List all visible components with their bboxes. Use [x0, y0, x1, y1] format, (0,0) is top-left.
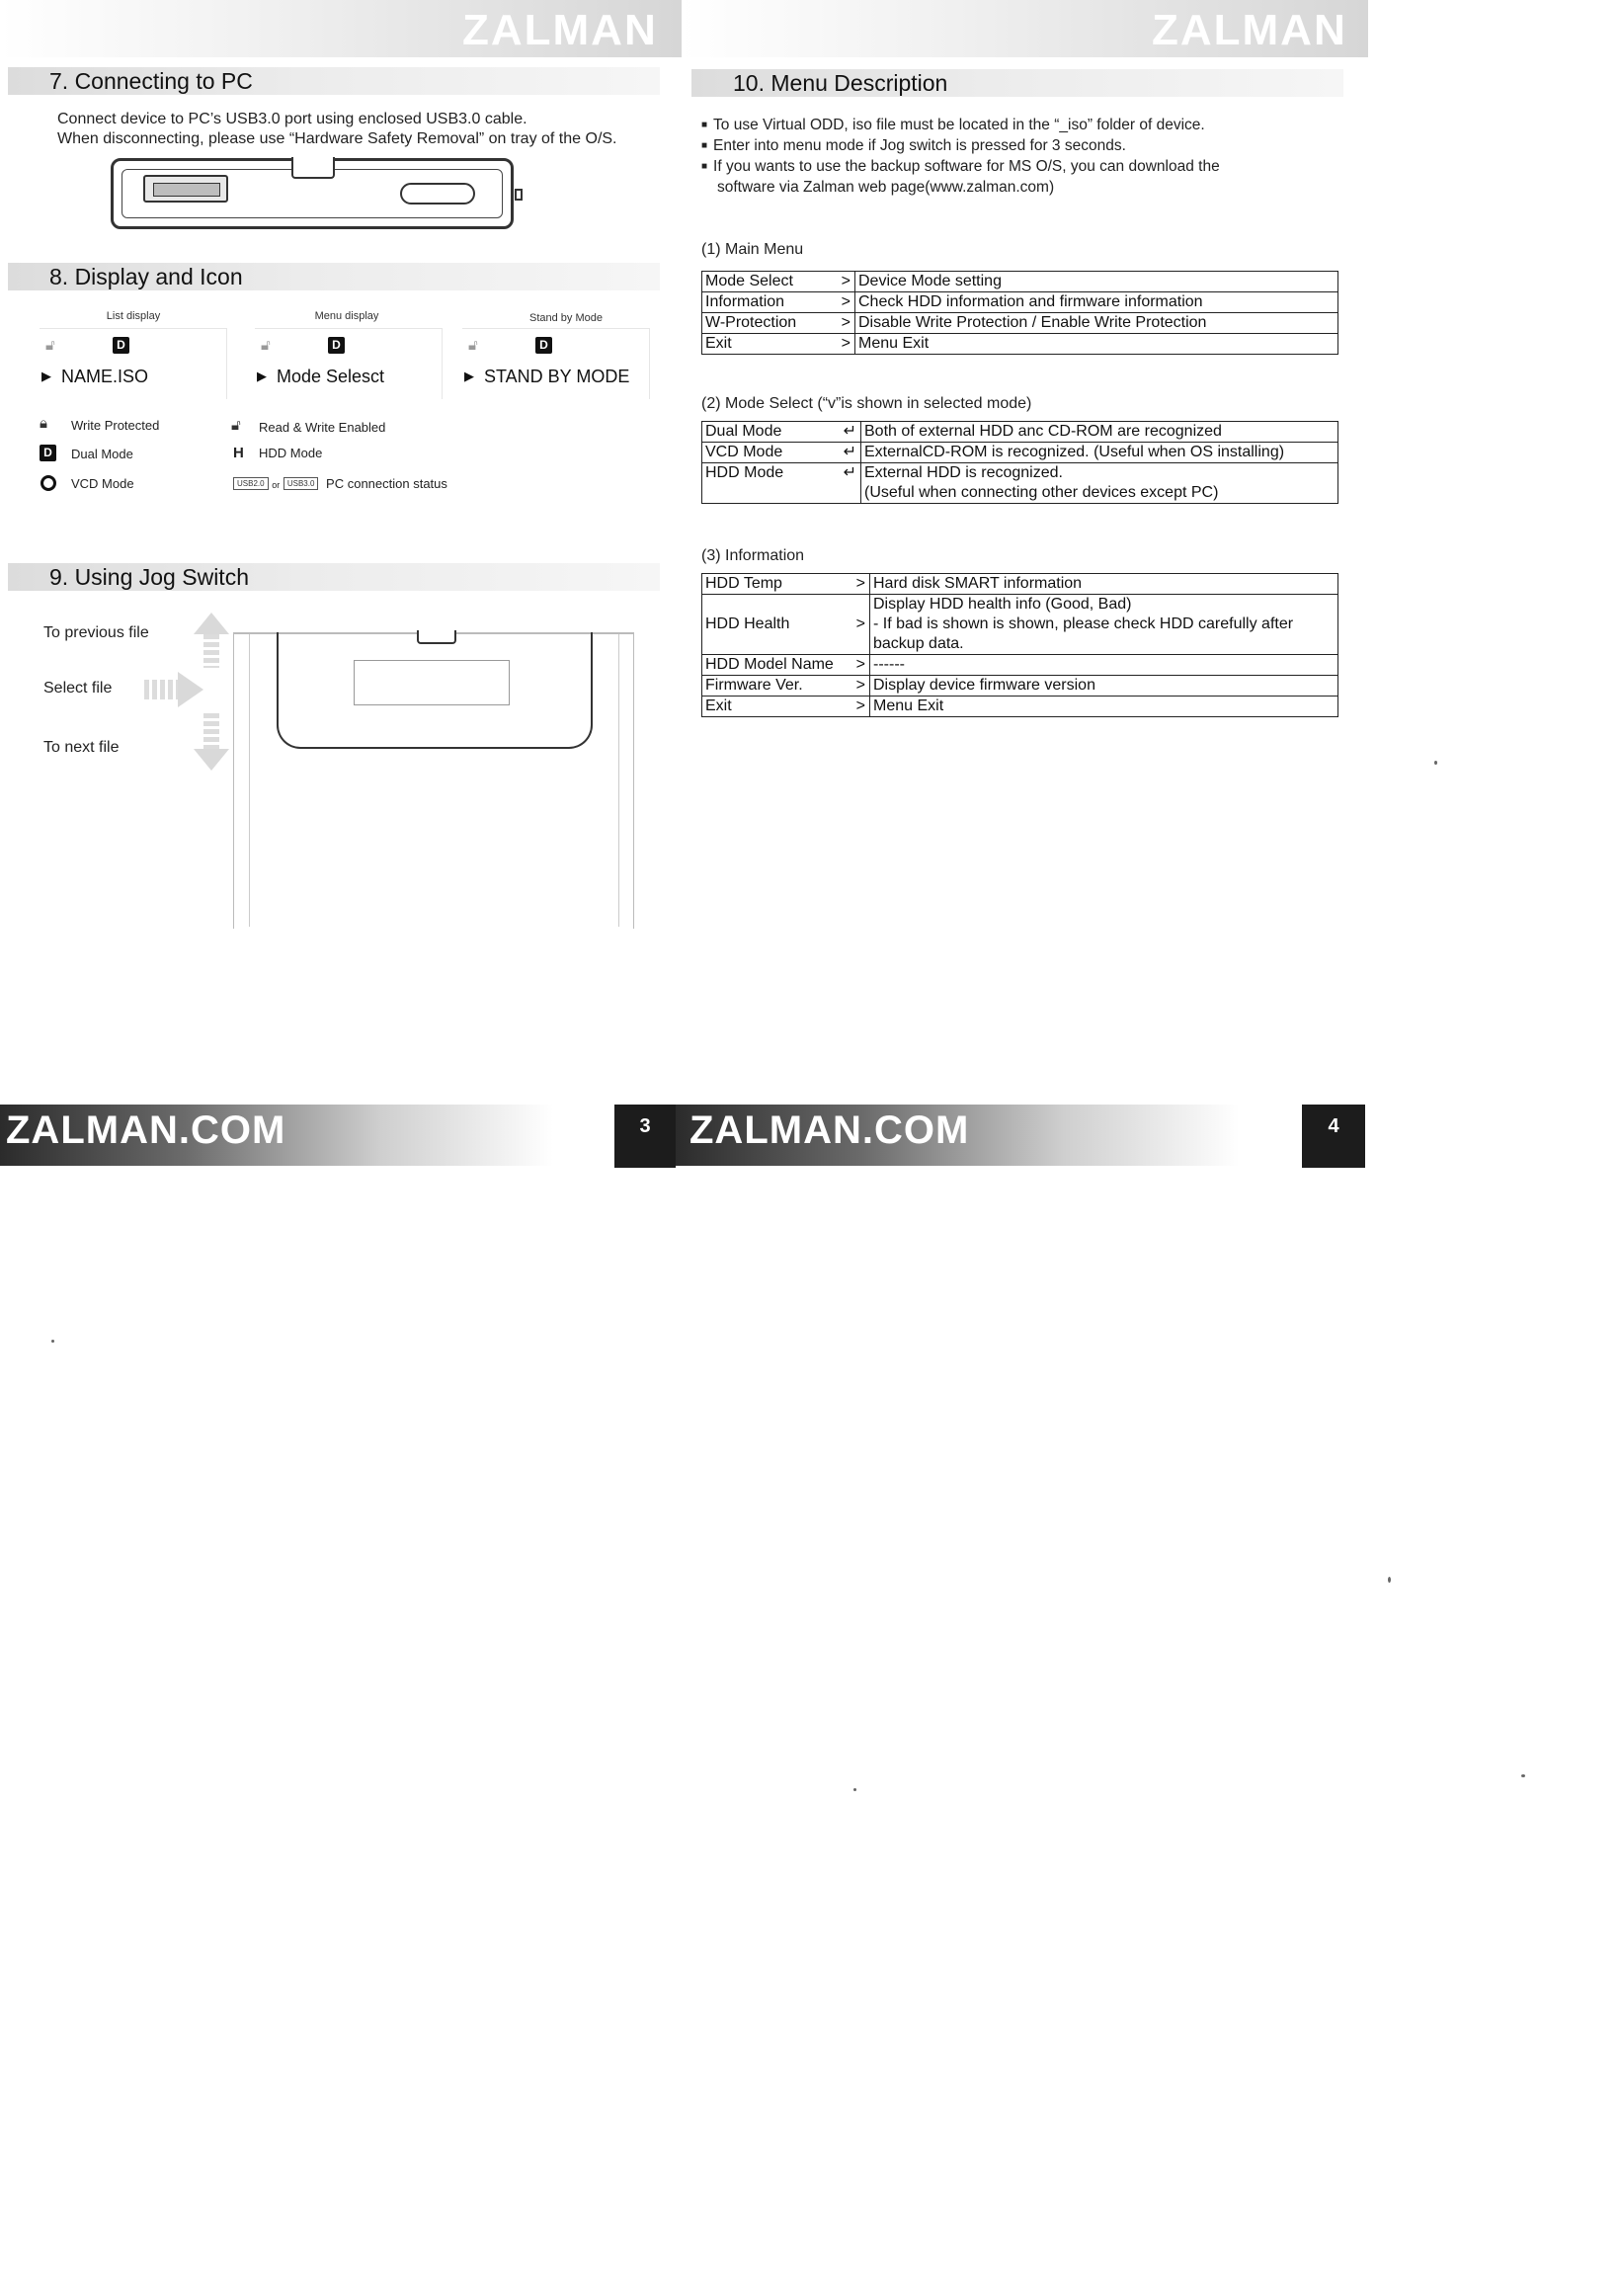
table-cell: Device Mode setting — [855, 272, 1338, 292]
cell-line: (Useful when connecting other devices except PC) — [864, 484, 1219, 501]
panel-list-display — [40, 328, 227, 399]
usb2-icon: USB2.0 — [233, 477, 269, 490]
enter-icon: ↵ — [836, 422, 861, 443]
table-cell: Both of external HDD anc CD-ROM are recognized — [861, 422, 1338, 443]
table-cell: > — [850, 676, 870, 697]
table-cell: HDD Temp — [702, 574, 850, 595]
table-cell: Firmware Ver. — [702, 676, 850, 697]
main-menu-table — [701, 271, 1338, 355]
jog-label-previous: To previous file — [43, 624, 149, 641]
enclosure-inner-right — [618, 634, 619, 927]
play-arrow-icon: ▶ — [257, 369, 267, 383]
table-cell: > — [850, 655, 870, 676]
table-row — [702, 676, 1338, 697]
legend-pc-status: PC connection status — [326, 476, 447, 491]
lcd-screen — [354, 660, 510, 705]
table-cell: HDD Mode — [702, 463, 836, 504]
jog-label-next: To next file — [43, 739, 120, 756]
cell-line: backup data. — [873, 635, 964, 652]
jog-slot-icon — [400, 183, 475, 205]
table-cell: Menu Exit — [855, 334, 1338, 355]
panel-text-standby: STAND BY MODE — [484, 367, 630, 386]
table-row — [702, 334, 1338, 355]
enclosure-inner-left — [249, 634, 250, 927]
cell-line: Display HDD health info (Good, Bad) — [873, 596, 1132, 613]
scan-speck — [1388, 1577, 1391, 1583]
bullet-1: ■ To use Virtual ODD, iso file must be located in the “_iso” folder of device. — [701, 115, 1205, 135]
table-row — [702, 443, 1338, 463]
scan-speck — [853, 1788, 856, 1791]
arrow-down-icon — [194, 749, 229, 771]
panel-text-menu: Mode Selesct — [277, 367, 385, 386]
arrow-right-icon — [178, 672, 203, 707]
vcd-mode-icon — [40, 475, 56, 491]
page-number-right: 4 — [1302, 1105, 1365, 1168]
table-cell: ------ — [870, 655, 1338, 676]
table-row — [702, 272, 1338, 292]
table-row — [702, 655, 1338, 676]
arrow-down-stem — [203, 713, 219, 749]
unlock-icon: 🔓︎ — [231, 417, 241, 434]
bullet-2: ■ Enter into menu mode if Jog switch is pressed for 3 seconds. — [701, 135, 1126, 156]
panel-text-list: NAME.ISO — [61, 367, 149, 386]
section-7-line-2: When disconnecting, please use “Hardware Safety Removal” on tray of the O/S. — [57, 130, 617, 147]
lock-icon: 🔒︎ — [40, 415, 47, 432]
section-9-title: 9. Using Jog Switch — [8, 563, 660, 591]
scan-speck — [51, 1340, 54, 1343]
table-cell: > — [836, 313, 855, 334]
section-7-title: 7. Connecting to PC — [8, 67, 660, 95]
footer-logo-right: ZALMAN.COM — [689, 1108, 970, 1152]
footer-logo-left: ZALMAN.COM — [6, 1108, 286, 1152]
panel-caption-standby: Stand by Mode — [529, 312, 603, 324]
mode-select-table — [701, 421, 1338, 504]
unlock-icon: 🔓︎ — [261, 337, 271, 354]
mode-select-heading: (2) Mode Select (“v”is shown in selected mode) — [701, 395, 1032, 412]
main-menu-heading: (1) Main Menu — [701, 241, 804, 258]
bullet-3: ■ If you wants to use the backup software for MS O/S, you can download the — [701, 156, 1220, 177]
hdd-mode-icon: H — [233, 445, 244, 461]
dual-mode-badge-icon: D — [328, 337, 345, 354]
scan-speck — [1521, 1774, 1525, 1777]
table-cell: > — [850, 574, 870, 595]
jog-switch-illustration — [277, 632, 593, 749]
table-cell: Exit — [702, 334, 836, 355]
table-row — [702, 313, 1338, 334]
table-cell: Disable Write Protection / Enable Write Protection — [855, 313, 1338, 334]
panel-menu-display — [255, 328, 443, 399]
bullet-3-continued: software via Zalman web page(www.zalman.com) — [717, 179, 1055, 196]
table-cell: > — [836, 272, 855, 292]
legend-write-protected: Write Protected — [71, 418, 160, 433]
table-cell: Information — [702, 292, 836, 313]
table-cell: Exit — [702, 697, 850, 717]
information-table — [701, 573, 1338, 717]
table-cell: > — [850, 595, 870, 655]
dual-mode-icon: D — [40, 445, 56, 461]
table-cell: > — [836, 334, 855, 355]
page-number-left: 3 — [614, 1105, 676, 1168]
table-cell — [870, 595, 1338, 655]
play-arrow-icon: ▶ — [41, 369, 51, 383]
scan-speck — [1434, 761, 1437, 765]
table-row — [702, 422, 1338, 443]
cell-line: External HDD is recognized. — [864, 464, 1063, 481]
table-row — [702, 463, 1338, 504]
unlock-icon: 🔓︎ — [468, 337, 478, 354]
table-cell: Display device firmware version — [870, 676, 1338, 697]
section-8-title: 8. Display and Icon — [8, 263, 660, 290]
enter-icon: ↵ — [836, 463, 861, 504]
table-row — [702, 292, 1338, 313]
legend-read-write: Read & Write Enabled — [259, 420, 386, 435]
information-heading: (3) Information — [701, 547, 805, 564]
table-cell: Menu Exit — [870, 697, 1338, 717]
header-logo-left: ZALMAN — [462, 6, 658, 54]
section-7-line-1: Connect device to PC’s USB3.0 port using enclosed USB3.0 cable. — [57, 111, 527, 127]
table-cell: Hard disk SMART information — [870, 574, 1338, 595]
arrow-up-stem — [203, 634, 219, 668]
table-cell: Dual Mode — [702, 422, 836, 443]
jog-label-select: Select file — [43, 680, 113, 697]
panel-caption-menu: Menu display — [314, 310, 379, 322]
legend-or: or — [272, 480, 281, 490]
legend-dual-mode: Dual Mode — [71, 447, 133, 461]
enter-icon: ↵ — [836, 443, 861, 463]
header-logo-right: ZALMAN — [1152, 6, 1347, 54]
table-cell: ExternalCD-ROM is recognized. (Useful when OS installing) — [861, 443, 1338, 463]
dual-mode-badge-icon: D — [113, 337, 129, 354]
table-cell: > — [850, 697, 870, 717]
legend-hdd-mode: HDD Mode — [259, 446, 323, 460]
table-row — [702, 574, 1338, 595]
legend-pc-connection — [233, 476, 447, 491]
play-arrow-icon: ▶ — [464, 369, 474, 383]
dual-mode-badge-icon: D — [535, 337, 552, 354]
table-cell — [861, 463, 1338, 504]
usb3-port-icon — [143, 175, 228, 203]
section-10-title: 10. Menu Description — [691, 69, 1343, 97]
table-cell: VCD Mode — [702, 443, 836, 463]
table-cell: > — [836, 292, 855, 313]
arrow-up-icon — [194, 613, 229, 634]
usb3-icon: USB3.0 — [284, 477, 319, 490]
usb-device-illustration — [111, 158, 514, 229]
manual-spread — [0, 0, 1368, 1166]
legend-vcd-mode: VCD Mode — [71, 476, 134, 491]
table-row — [702, 697, 1338, 717]
table-cell: HDD Model Name — [702, 655, 850, 676]
table-cell: Check HDD information and firmware information — [855, 292, 1338, 313]
table-cell: W-Protection — [702, 313, 836, 334]
table-cell: HDD Health — [702, 595, 850, 655]
table-row — [702, 595, 1338, 655]
unlock-icon: 🔓︎ — [45, 337, 55, 354]
table-cell: Mode Select — [702, 272, 836, 292]
cell-line: - If bad is shown is shown, please check HDD carefully after — [873, 615, 1294, 632]
panel-standby-display — [462, 328, 650, 399]
panel-caption-list: List display — [106, 310, 161, 322]
arrow-right-stem — [144, 680, 178, 699]
